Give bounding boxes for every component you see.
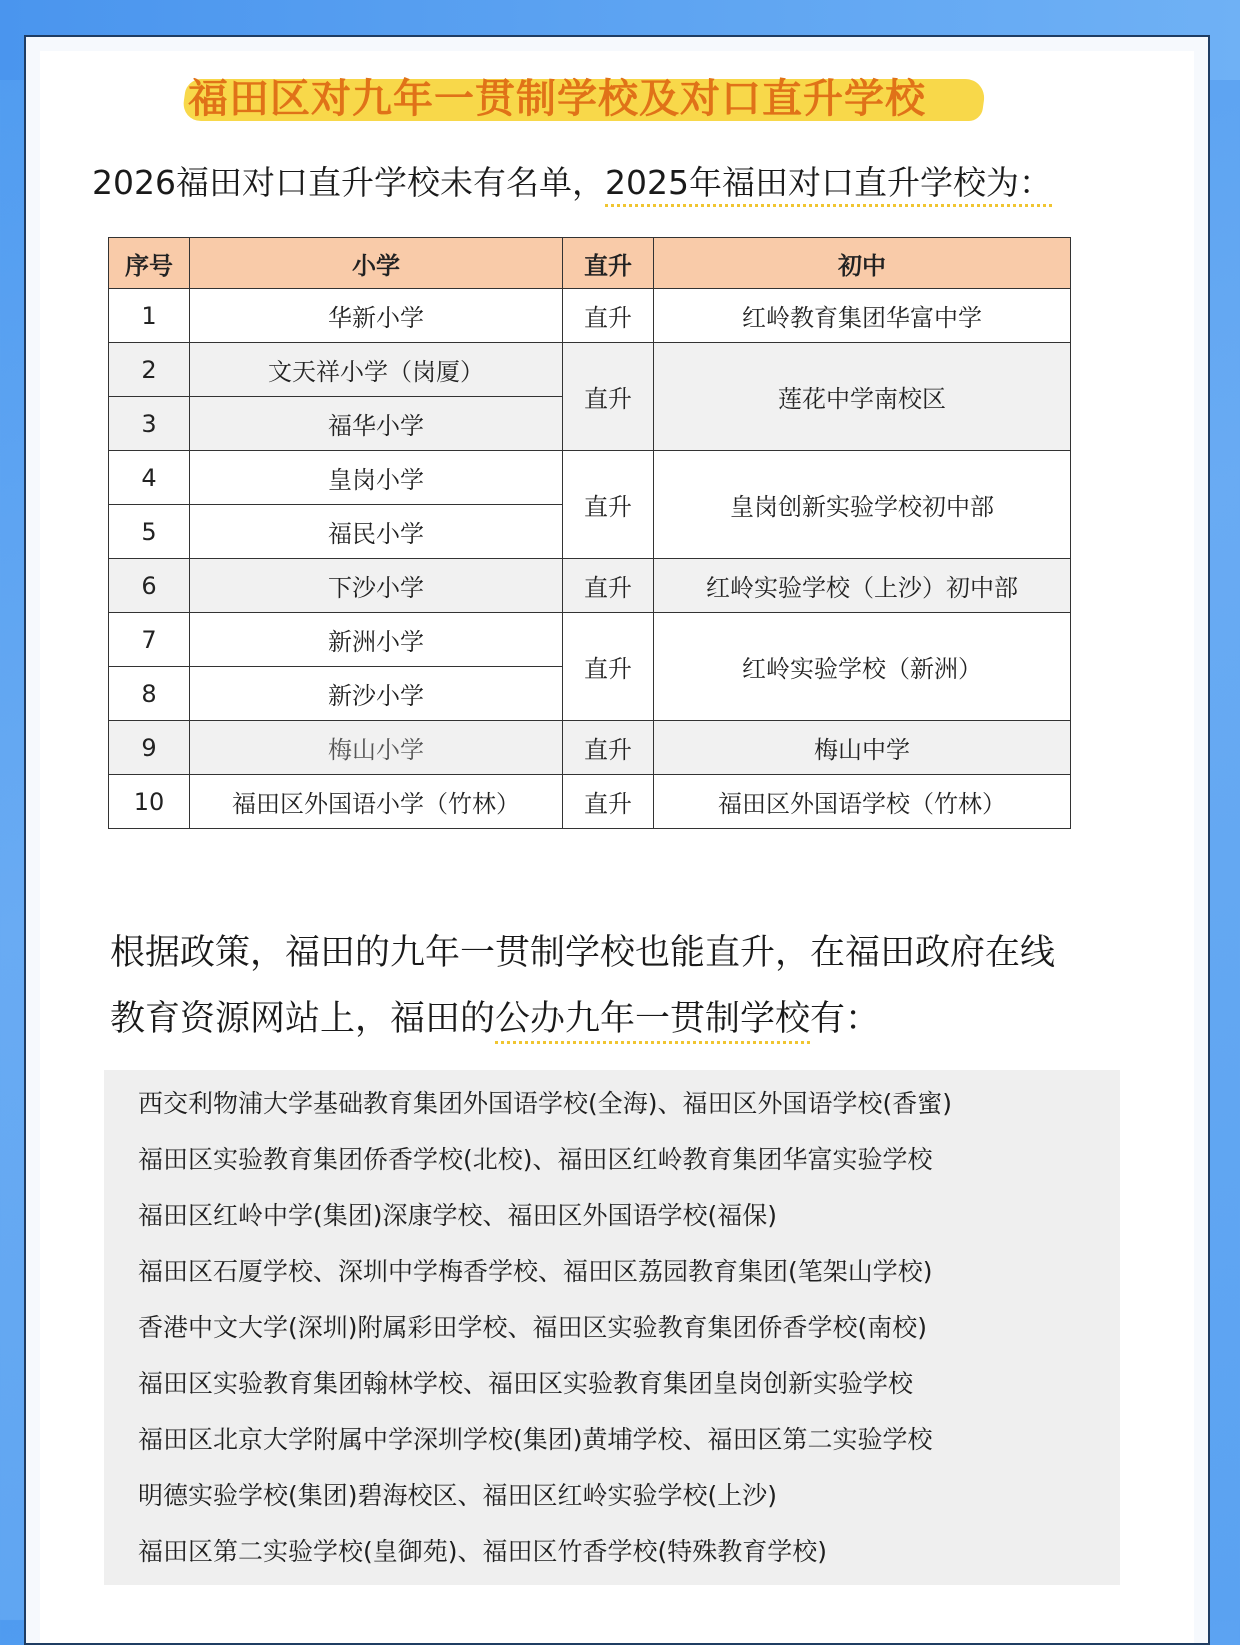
row-no: 2: [109, 343, 190, 397]
policy-line-1: 根据政策，福田的九年一贯制学校也能直升，在福田政府在线: [110, 933, 1056, 973]
row-middle: 红岭实验学校（新洲）: [654, 613, 1071, 721]
row-direct: 直升: [563, 343, 654, 451]
row-direct: 直升: [563, 451, 654, 559]
row-no: 4: [109, 451, 190, 505]
school-list-box: [104, 1070, 1120, 1585]
row-direct: 直升: [563, 721, 654, 775]
row-middle: 红岭实验学校（上沙）初中部: [654, 559, 1071, 613]
direct-admission-table: [108, 237, 1071, 829]
table-row: [109, 559, 1071, 613]
intro-part1: 2026福田对口直升学校未有名单，: [92, 163, 605, 202]
header-no: 序号: [109, 238, 190, 289]
row-no: 1: [109, 289, 190, 343]
row-middle: 红岭教育集团华富中学: [654, 289, 1071, 343]
intro-part2: 2025年福田对口直升学校为：: [605, 163, 1052, 207]
row-direct: 直升: [563, 559, 654, 613]
row-middle: 梅山中学: [654, 721, 1071, 775]
row-primary: 福华小学: [190, 397, 563, 451]
policy-paragraph: [110, 920, 1130, 1052]
row-primary: 梅山小学: [190, 721, 563, 775]
row-direct: 直升: [563, 613, 654, 721]
list-item: 香港中文大学(深圳)附属彩田学校、福田区实验教育集团侨香学校(南校): [138, 1313, 928, 1342]
header-primary: 小学: [190, 238, 563, 289]
row-primary: 文天祥小学（岗厦）: [190, 343, 563, 397]
list-item: 福田区红岭中学(集团)深康学校、福田区外国语学校(福保): [138, 1201, 778, 1230]
list-item: 明德实验学校(集团)碧海校区、福田区红岭实验学校(上沙): [138, 1481, 778, 1510]
table-row: [109, 289, 1071, 343]
table-row: [109, 613, 1071, 667]
table-row: [109, 343, 1071, 397]
list-item: 福田区实验教育集团侨香学校(北校)、福田区红岭教育集团华富实验学校: [138, 1145, 933, 1174]
row-primary: 新洲小学: [190, 613, 563, 667]
list-item: 福田区实验教育集团翰林学校、福田区实验教育集团皇岗创新实验学校: [138, 1369, 914, 1398]
intro-text: [92, 160, 1132, 206]
table-row: [109, 451, 1071, 505]
row-primary: 福民小学: [190, 505, 563, 559]
row-middle: 福田区外国语学校（竹林）: [654, 775, 1071, 829]
row-no: 10: [109, 775, 190, 829]
row-primary: 下沙小学: [190, 559, 563, 613]
row-no: 3: [109, 397, 190, 451]
row-primary: 华新小学: [190, 289, 563, 343]
row-middle: 莲花中学南校区: [654, 343, 1071, 451]
row-no: 5: [109, 505, 190, 559]
list-item: 福田区石厦学校、深圳中学梅香学校、福田区荔园教育集团(笔架山学校): [138, 1257, 933, 1286]
policy-line-2b: 公办九年一贯制学校: [495, 999, 810, 1044]
row-direct: 直升: [563, 775, 654, 829]
table-row: [109, 775, 1071, 829]
row-primary: 新沙小学: [190, 667, 563, 721]
policy-line-2: [110, 986, 1130, 1052]
row-no: 7: [109, 613, 190, 667]
header-direct: 直升: [563, 238, 654, 289]
list-item: 福田区北京大学附属中学深圳学校(集团)黄埔学校、福田区第二实验学校: [138, 1425, 933, 1454]
row-no: 8: [109, 667, 190, 721]
table-header-row: [109, 238, 1071, 289]
row-middle: 皇岗创新实验学校初中部: [654, 451, 1071, 559]
row-direct: 直升: [563, 289, 654, 343]
list-item: 西交利物浦大学基础教育集团外国语学校(全海)、福田区外国语学校(香蜜): [138, 1089, 953, 1118]
header-middle: 初中: [654, 238, 1071, 289]
table-row: [109, 721, 1071, 775]
title-block: [184, 73, 984, 125]
row-no: 9: [109, 721, 190, 775]
row-primary: 皇岗小学: [190, 451, 563, 505]
list-item: 福田区第二实验学校(皇御苑)、福田区竹香学校(特殊教育学校): [138, 1537, 828, 1566]
row-no: 6: [109, 559, 190, 613]
policy-line-2a: 教育资源网站上，福田的: [110, 999, 496, 1039]
row-primary: 福田区外国语小学（竹林）: [190, 775, 563, 829]
policy-line-2c: 有：: [810, 999, 881, 1039]
page-title: 福田区对九年一贯制学校及对口直升学校: [188, 76, 926, 122]
